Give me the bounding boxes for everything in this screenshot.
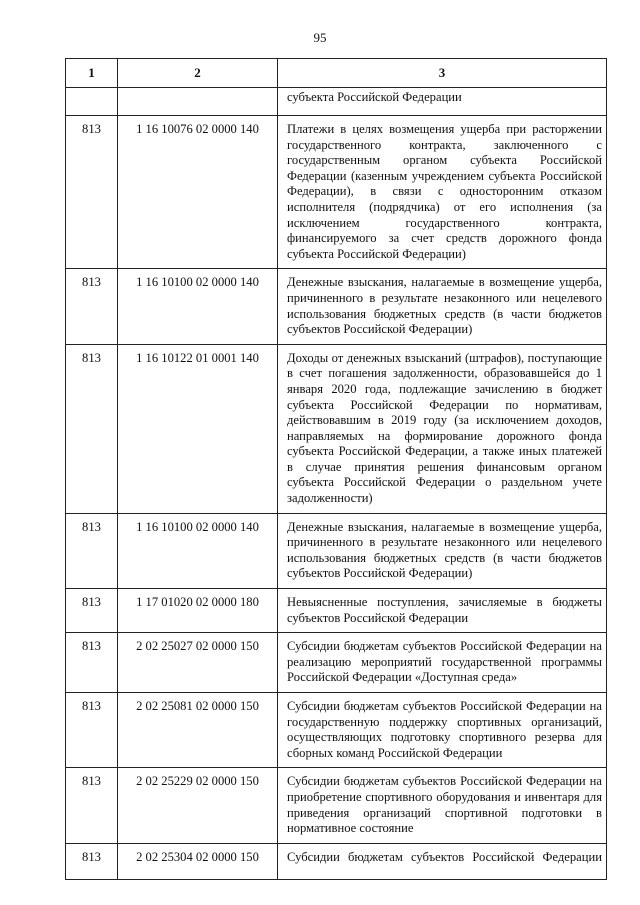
description-cell: Платежи в целях возмещения ущерба при расторжении государственного контракта, заключенного с государственным органом субъекта Российской Федерации (казенным учреждением субъекта Российской Федерации), в связи с односторонним отказом исполнителя (подрядчика) от его исполнения (за исключением государственного контракта, финансируемого за счет средств дорожного фонда субъекта Российской Федерации) bbox=[278, 116, 607, 269]
table-row bbox=[66, 843, 607, 879]
description-cell: Невыясненные поступления, зачисляемые в бюджеты субъектов Российской Федерации bbox=[278, 589, 607, 633]
admin-code-cell: 813 bbox=[66, 589, 118, 633]
table-row bbox=[66, 693, 607, 768]
budget-code-cell: 1 16 10100 02 0000 140 bbox=[118, 513, 278, 588]
admin-code-cell: 813 bbox=[66, 693, 118, 768]
table-row bbox=[66, 116, 607, 269]
table-row bbox=[66, 633, 607, 693]
table-header-row bbox=[66, 59, 607, 88]
budget-code-cell: 1 16 10076 02 0000 140 bbox=[118, 116, 278, 269]
admin-code-cell: 813 bbox=[66, 633, 118, 693]
column-header-1: 1 bbox=[66, 59, 118, 88]
budget-code-cell: 1 16 10100 02 0000 140 bbox=[118, 269, 278, 344]
description-cell: Доходы от денежных взысканий (штрафов), поступающие в счет погашения задолженности, образовавшейся до 1 января 2020 года, подлежащие зачислению в бюджет субъекта Российской Федерации по нормативам, действовавшим в 2019 году (за исключением доходов, направляемых на формирование дорожного фонда субъекта Российской Федерации, а также иных платежей в случае принятия решения финансовым органом субъекта Российской Федерации о раздельном учете задолженности) bbox=[278, 344, 607, 513]
budget-code-cell bbox=[118, 88, 278, 116]
column-header-3: 3 bbox=[278, 59, 607, 88]
column-header-2: 2 bbox=[118, 59, 278, 88]
admin-code-cell: 813 bbox=[66, 269, 118, 344]
table-row bbox=[66, 589, 607, 633]
admin-code-cell: 813 bbox=[66, 843, 118, 879]
table-row bbox=[66, 768, 607, 843]
description-cell: Субсидии бюджетам субъектов Российской Федерации на реализацию мероприятий государственной программы Российской Федерации «Доступная среда» bbox=[278, 633, 607, 693]
table-row bbox=[66, 88, 607, 116]
budget-code-cell: 2 02 25304 02 0000 150 bbox=[118, 843, 278, 879]
description-cell: Денежные взыскания, налагаемые в возмещение ущерба, причиненного в результате незаконного или нецелевого использования бюджетных средств (в части бюджетов субъектов Российской Федерации) bbox=[278, 513, 607, 588]
admin-code-cell: 813 bbox=[66, 768, 118, 843]
description-cell: Денежные взыскания, налагаемые в возмещение ущерба, причиненного в результате незаконного или нецелевого использования бюджетных средств (в части бюджетов субъектов Российской Федерации) bbox=[278, 269, 607, 344]
description-cell: Субсидии бюджетам субъектов Российской Федерации bbox=[278, 843, 607, 879]
table-row bbox=[66, 344, 607, 513]
admin-code-cell: 813 bbox=[66, 116, 118, 269]
budget-code-cell: 2 02 25027 02 0000 150 bbox=[118, 633, 278, 693]
description-cell: Субсидии бюджетам субъектов Российской Федерации на государственную поддержку спортивных организаций, осуществляющих подготовку спортивного резерва для сборных команд Российской Федерации bbox=[278, 693, 607, 768]
table-row bbox=[66, 513, 607, 588]
budget-code-cell: 1 16 10122 01 0001 140 bbox=[118, 344, 278, 513]
page-number: 95 bbox=[313, 30, 327, 45]
description-cell: Субсидии бюджетам субъектов Российской Федерации на приобретение спортивного оборудования и инвентаря для приведения организаций спортивной подготовки в нормативное состояние bbox=[278, 768, 607, 843]
admin-code-cell bbox=[66, 88, 118, 116]
admin-code-cell: 813 bbox=[66, 513, 118, 588]
budget-code-cell: 2 02 25081 02 0000 150 bbox=[118, 693, 278, 768]
budget-code-cell: 2 02 25229 02 0000 150 bbox=[118, 768, 278, 843]
description-cell: субъекта Российской Федерации bbox=[278, 88, 607, 116]
admin-code-cell: 813 bbox=[66, 344, 118, 513]
revenue-codes-table bbox=[65, 58, 607, 880]
table-row bbox=[66, 269, 607, 344]
budget-code-cell: 1 17 01020 02 0000 180 bbox=[118, 589, 278, 633]
